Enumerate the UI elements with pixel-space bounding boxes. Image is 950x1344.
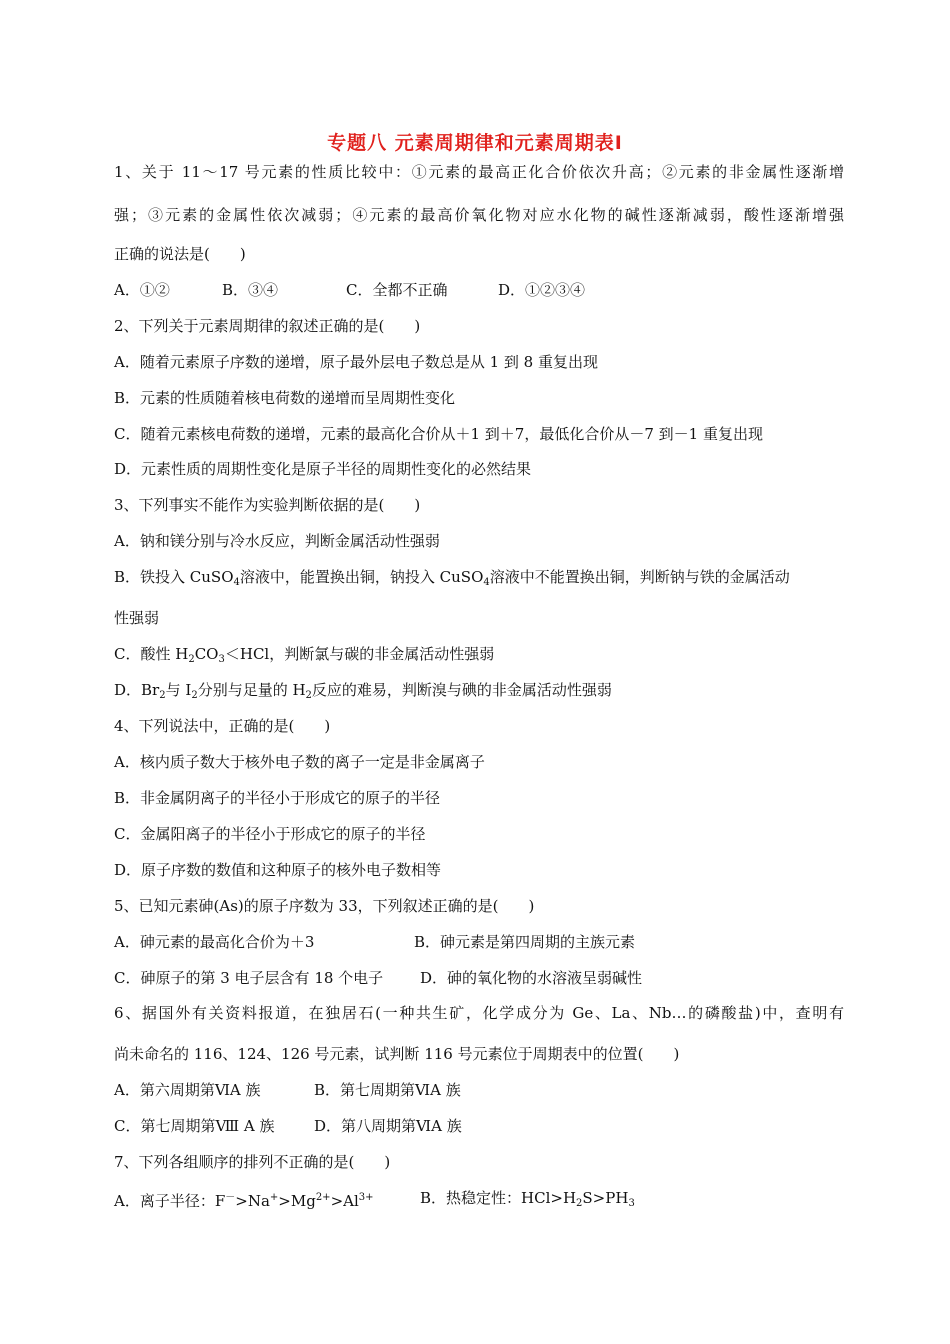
- page-title: 专题八 元素周期律和元素周期表Ⅰ: [327, 132, 623, 154]
- q7-stem: 7、下列各组顺序的排列不正确的是( ): [114, 1153, 391, 1171]
- q2-option-c: C．随着元素核电荷数的递增，元素的最高化合价从＋1 到＋7，最低化合价从－7 到－1 重复出现: [114, 425, 763, 443]
- q3-option-d-text-4: 反应的难易，判断溴与碘的非金属活动性强弱: [311, 681, 612, 699]
- q3-option-d: [114, 680, 844, 706]
- q7-option-a: [114, 1188, 374, 1211]
- q7-option-a-sup-3: 2+: [315, 1192, 331, 1203]
- q5-option-d: D．砷的氧化物的水溶液呈弱碱性: [420, 969, 643, 987]
- q3-option-d-text-3: 分别与足量的 H: [197, 681, 306, 699]
- q3-option-c-text-2: CO: [194, 645, 219, 663]
- q3-option-d-text-2: 与 I: [165, 681, 192, 699]
- q6-option-a: A．第六周期第ⅥA 族: [114, 1081, 261, 1099]
- q5-option-b: B．砷元素是第四周期的主族元素: [414, 933, 636, 951]
- q1-stem-line-2: 强；③元素的金属性依次减弱；④元素的最高价氧化物对应水化物的碱性逐渐减弱，酸性逐渐增强: [114, 206, 844, 224]
- q6-stem-line-1: 6、据国外有关资料报道，在独居石(一种共生矿，化学成分为 Ge、La、Nb…的磷酸盐)中，查明有: [114, 1004, 844, 1022]
- q3-option-b-line-2: 性强弱: [114, 609, 160, 627]
- q6-option-b: B．第七周期第ⅥA 族: [314, 1081, 461, 1099]
- q6-option-c: C．第七周期第Ⅷ A 族: [114, 1117, 275, 1135]
- q3-option-b-text-2: 溶液中，能置换出铜，钠投入 CuSO: [239, 568, 484, 586]
- q7-option-b: [420, 1188, 635, 1214]
- q3-option-d-sub-1: 2: [159, 690, 166, 701]
- q6-option-d: D．第八周期第ⅥA 族: [314, 1117, 462, 1135]
- q5-option-a: A．砷元素的最高化合价为＋3: [114, 933, 315, 951]
- q3-option-d-sub-3: 2: [305, 690, 312, 701]
- q3-option-b-text-3: 溶液中不能置换出铜，判断钠与铁的金属活动: [489, 568, 790, 586]
- q3-option-b-sub-2: 4: [483, 577, 490, 588]
- q3-stem: 3、下列事实不能作为实验判断依据的是( ): [114, 496, 421, 514]
- q4-option-a: A．核内质子数大于核外电子数的离子一定是非金属离子: [114, 753, 485, 771]
- q4-stem: 4、下列说法中，正确的是( ): [114, 717, 331, 735]
- q4-option-c: C．金属阳离子的半径小于形成它的原子的半径: [114, 825, 426, 843]
- q7-option-a-text-2: >Na: [235, 1192, 270, 1210]
- q2-stem: 2、下列关于元素周期律的叙述正确的是( ): [114, 317, 421, 335]
- q1-option-c: C．全都不正确: [346, 281, 448, 299]
- q5-option-c: C．砷原子的第 3 电子层含有 18 个电子: [114, 969, 384, 987]
- q7-option-a-sup-1: －: [225, 1192, 236, 1203]
- q3-option-c-sub-1: 2: [188, 654, 195, 665]
- q7-option-a-text-1: A．离子半径：F: [114, 1192, 226, 1210]
- q1-option-a: A．①②: [114, 281, 170, 299]
- q5-stem: 5、已知元素砷(As)的原子序数为 33，下列叙述正确的是( ): [114, 897, 535, 915]
- q7-option-a-sup-2: +: [269, 1192, 279, 1203]
- q3-option-b: [114, 567, 844, 593]
- q7-option-b-text-2: S>PH: [582, 1189, 629, 1207]
- q3-option-c-text-3: ＜HCl，判断氯与碳的非金属活动性强弱: [224, 645, 495, 663]
- q3-option-c-text-1: C．酸性 H: [114, 645, 189, 663]
- q3-option-c: [114, 644, 844, 670]
- q4-option-b: B．非金属阴离子的半径小于形成它的原子的半径: [114, 789, 441, 807]
- q1-stem-line-1: 1、关于 11～17 号元素的性质比较中：①元素的最高正化合价依次升高；②元素的非金属性逐渐增: [114, 163, 844, 181]
- q7-option-b-text-1: B．热稳定性：HCl>H: [420, 1189, 577, 1207]
- q2-option-a: A．随着元素原子序数的递增，原子最外层电子数总是从 1 到 8 重复出现: [114, 353, 598, 371]
- q3-option-d-sub-2: 2: [191, 690, 198, 701]
- q7-option-a-text-4: >Al: [330, 1192, 359, 1210]
- q1-option-d: D．①②③④: [498, 281, 586, 299]
- q1-stem-line-3: 正确的说法是( ): [114, 245, 246, 263]
- q7-option-a-sup-4: 3+: [358, 1192, 374, 1203]
- q1-option-b: B．③④: [222, 281, 279, 299]
- q3-option-a: A．钠和镁分别与冷水反应，判断金属活动性强弱: [114, 532, 440, 550]
- q3-option-b-text-1: B．铁投入 CuSO: [114, 568, 234, 586]
- q4-option-d: D．原子序数的数值和这种原子的核外电子数相等: [114, 861, 442, 879]
- q3-option-b-sub-1: 4: [233, 577, 240, 588]
- q2-option-d: D．元素性质的周期性变化是原子半径的周期性变化的必然结果: [114, 460, 532, 478]
- q7-option-b-sub-1: 2: [576, 1198, 583, 1209]
- q7-option-a-text-3: >Mg: [278, 1192, 316, 1210]
- q3-option-c-sub-2: 3: [218, 654, 225, 665]
- q3-option-d-text-1: D．Br: [114, 681, 160, 699]
- q7-option-b-sub-2: 3: [628, 1198, 635, 1209]
- q6-stem-line-2: 尚未命名的 116、124、126 号元素，试判断 116 号元素位于周期表中的位置( ): [114, 1045, 680, 1063]
- q2-option-b: B．元素的性质随着核电荷数的递增而呈周期性变化: [114, 389, 456, 407]
